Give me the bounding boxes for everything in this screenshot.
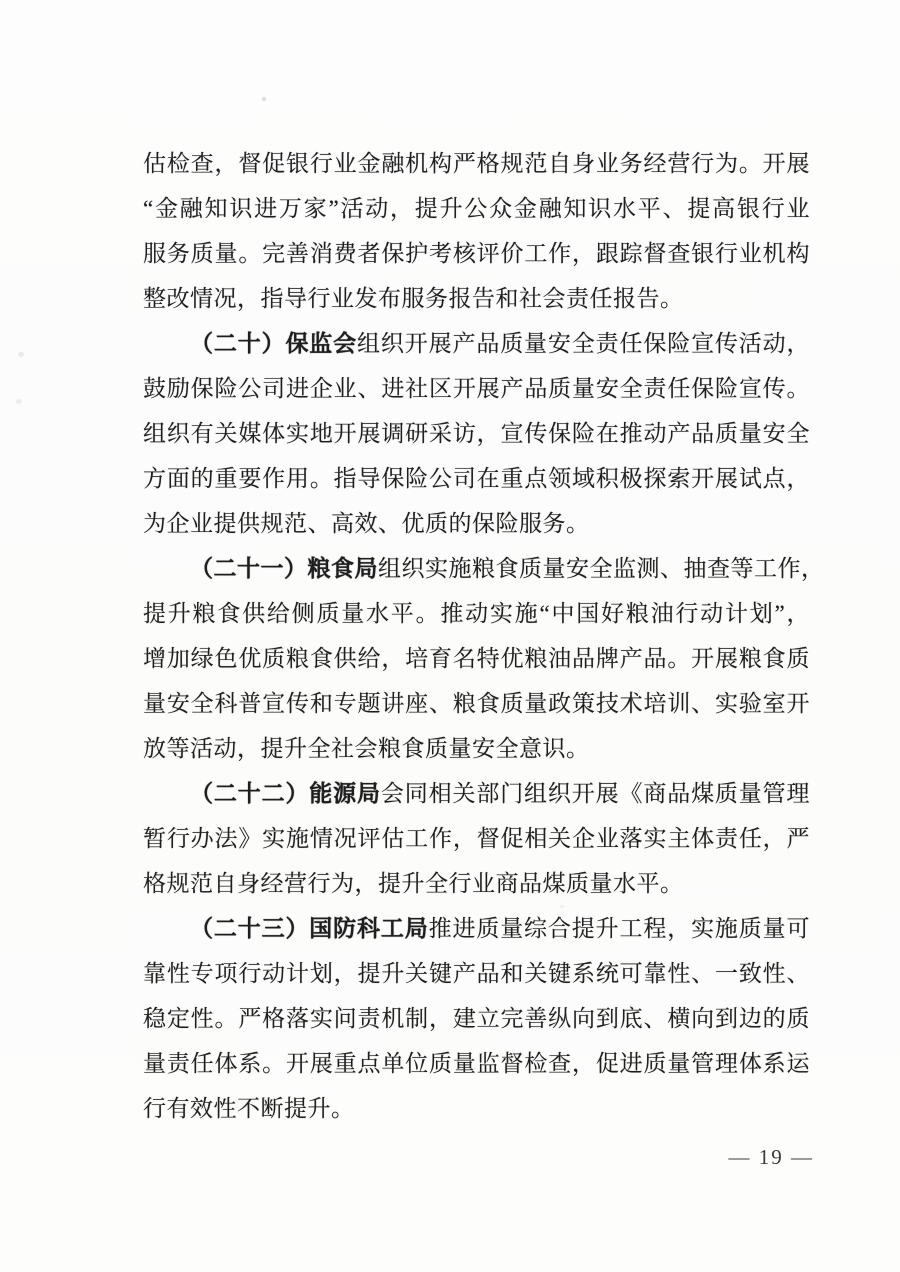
text-line: 量责任体系。开展重点单位质量监督检查，促进质量管理体系运 bbox=[143, 1051, 810, 1076]
text-line: 稳定性。严格落实问责机制，建立完善纵向到底、横向到边的质 bbox=[143, 1006, 810, 1031]
line-text: 组织开展产品质量安全责任保险宣传活动， bbox=[357, 331, 811, 356]
line-text: 会同相关部门组织开展《商品煤质量管理 bbox=[380, 781, 811, 806]
text-line: 整改情况，指导行业发布服务报告和社会责任报告。 bbox=[143, 286, 684, 311]
text-block bbox=[143, 141, 825, 1131]
scan-speck bbox=[262, 97, 266, 101]
text-line: 为企业提供规范、高效、优质的保险服务。 bbox=[143, 511, 590, 536]
page-number: — 19 — bbox=[728, 1145, 814, 1169]
text-line: 组织有关媒体实地开展调研采访，宣传保险在推动产品质量安全 bbox=[143, 421, 810, 446]
text-line: 格规范自身经营行为，提升全行业商品煤质量水平。 bbox=[143, 871, 684, 896]
text-line bbox=[143, 546, 825, 591]
text-line bbox=[143, 141, 810, 186]
text-line: “金融知识进万家”活动，提升公众金融知识水平、提高银行业 bbox=[143, 196, 810, 221]
line-text: 推进质量综合提升工程，实施质量可 bbox=[428, 916, 811, 941]
text-line: 方面的重要作用。指导保险公司在重点领域积极探索开展试点， bbox=[143, 466, 810, 491]
text-line: 服务质量。完善消费者保护考核评价工作，跟踪督查银行业机构 bbox=[143, 241, 810, 266]
text-line: 鼓励保险公司进企业、进社区开展产品质量安全责任保险宣传。 bbox=[143, 376, 810, 401]
text-line bbox=[143, 906, 810, 951]
text-line: 行有效性不断提升。 bbox=[143, 1096, 355, 1121]
scan-speck bbox=[16, 399, 22, 404]
scan-speck bbox=[18, 352, 24, 357]
text-line: 提升粮食供给侧质量水平。推动实施“中国好粮油行动计划”， bbox=[143, 601, 810, 626]
section-heading: （二十）保监会 bbox=[190, 331, 358, 356]
text-line: 靠性专项行动计划，提升关键产品和关键系统可靠性、一致性、 bbox=[143, 961, 810, 986]
line-text: 组织实施粮食质量安全监测、抽查等工作， bbox=[378, 556, 825, 581]
text-line: 放等活动，提升全社会粮食质量安全意识。 bbox=[143, 736, 590, 761]
line-text: 估检查，督促银行业金融机构严格规范自身业务经营行为。开展 bbox=[143, 151, 810, 176]
text-line bbox=[143, 321, 810, 366]
section-heading: （二十三）国防科工局 bbox=[190, 916, 429, 941]
text-line: 暂行办法》实施情况评估工作，督促相关企业落实主体责任，严 bbox=[143, 826, 810, 851]
text-line bbox=[143, 771, 810, 816]
section-heading: （二十二）能源局 bbox=[190, 781, 381, 806]
text-line: 量安全科普宣传和专题讲座、粮食质量政策技术培训、实验室开 bbox=[143, 691, 810, 716]
text-line: 增加绿色优质粮食供给，培育名特优粮油品牌产品。开展粮食质 bbox=[143, 646, 810, 671]
scan-speck bbox=[560, 905, 564, 908]
section-heading: （二十一）粮食局 bbox=[190, 556, 378, 581]
